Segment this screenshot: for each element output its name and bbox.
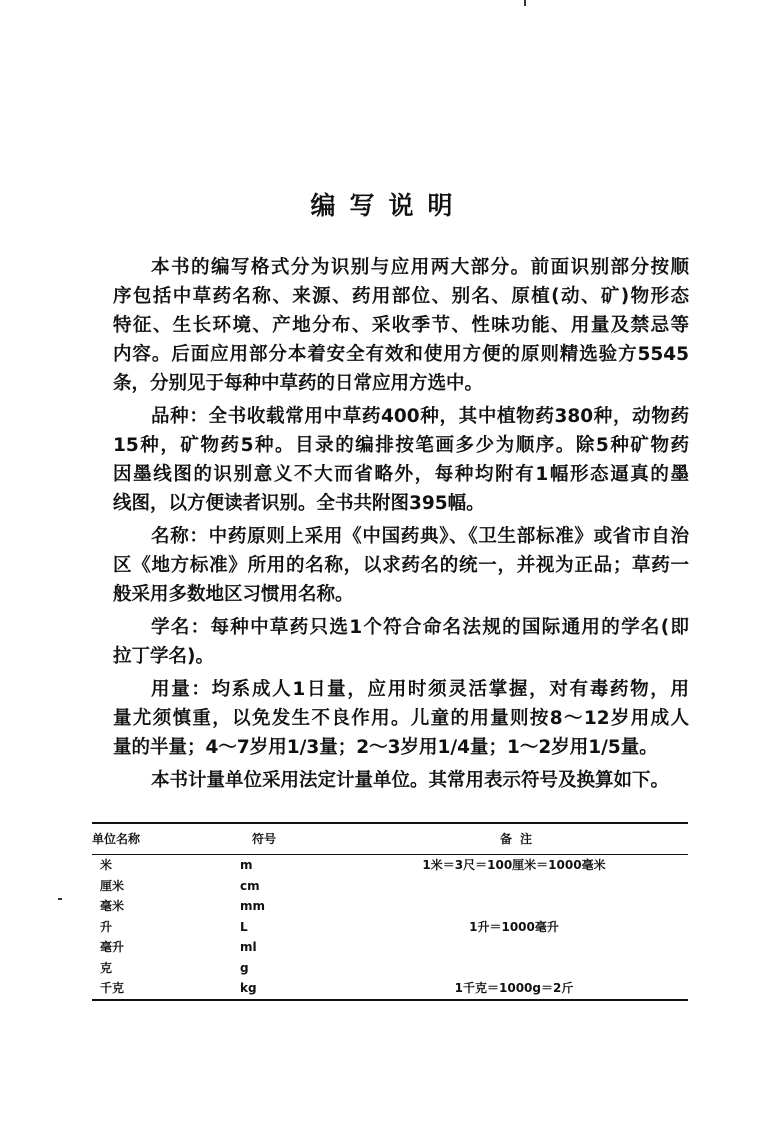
- table-row: [92, 876, 688, 897]
- header-symbol: 符号: [252, 832, 277, 846]
- paragraph: [113, 613, 689, 671]
- table-row: [92, 937, 688, 958]
- text-line: 区《地方标准》所用的名称，以求药名的统一，并视为正品；草药一: [113, 555, 689, 576]
- paragraph: [113, 402, 689, 518]
- text-line: 名称：中药原则上采用《中国药典》、《卫生部标准》或省市自治: [151, 526, 689, 547]
- notes-cell: [340, 876, 688, 897]
- text-line: 量的半量；4～7岁用1/3量；2～3岁用1/4量；1～2岁用1/5量。: [113, 737, 658, 758]
- unit-name-cell: 毫升: [100, 940, 125, 954]
- symbol-cell: cm: [240, 878, 260, 893]
- paragraph: [113, 253, 689, 398]
- symbol-cell: L: [240, 919, 248, 934]
- table-row: [92, 896, 688, 917]
- notes-cell: 1米＝3尺＝100厘米＝1000毫米: [422, 858, 606, 872]
- paragraph: [113, 766, 689, 795]
- notes-cell: [340, 958, 688, 979]
- notes-cell: [340, 937, 688, 958]
- text-line: 特征、生长环境、产地分布、采收季节、性味功能、用量及禁忌等: [113, 315, 689, 336]
- header-unit-name: 单位名称: [92, 832, 141, 846]
- table-row: [92, 978, 688, 999]
- table-header-row: [92, 824, 688, 854]
- notes-cell: [340, 896, 688, 917]
- text-line: 内容。后面应用部分本着安全有效和使用方便的原则精选验方5545: [113, 344, 689, 365]
- unit-name-cell: 升: [100, 919, 113, 934]
- page-title: 编写说明: [310, 191, 467, 220]
- scan-mark: [58, 898, 62, 900]
- table-row: [92, 855, 688, 876]
- paragraph: [113, 675, 689, 762]
- paragraph: [113, 522, 689, 609]
- text-line: 学名：每种中草药只选1个符合命名法规的国际通用的学名(即: [151, 617, 689, 638]
- text-line: 用量：均系成人1日量，应用时须灵活掌握，对有毒药物，用: [151, 679, 689, 700]
- unit-name-cell: 厘米: [100, 878, 125, 893]
- text-line: 品种：全书收载常用中草药400种，其中植物药380种，动物药: [151, 406, 689, 427]
- text-line: 拉丁学名)。: [113, 646, 214, 667]
- text-line: 本书计量单位采用法定计量单位。其常用表示符号及换算如下。: [151, 770, 670, 791]
- text-line: 因墨线图的识别意义不大而省略外，每种均附有1幅形态逼真的墨: [113, 464, 689, 485]
- symbol-cell: mm: [240, 899, 266, 913]
- text-line: 序包括中草药名称、来源、药用部位、别名、原植(动、矿)物形态: [113, 286, 689, 307]
- symbol-cell: ml: [240, 940, 257, 954]
- text-line: 量尤须慎重，以免发生不良作用。儿童的用量则按8～12岁用成人: [113, 708, 689, 729]
- scan-mark: [524, 0, 526, 6]
- notes-cell: 1千克＝1000g＝2斤: [454, 981, 574, 995]
- text-line: 线图，以方便读者识别。全书共附图395幅。: [113, 493, 485, 514]
- body-text: [113, 253, 689, 799]
- unit-name-cell: 米: [100, 858, 113, 872]
- notes-cell: 1升＝1000毫升: [469, 919, 559, 934]
- text-line: 15种，矿物药5种。目录的编排按笔画多少为顺序。除5种矿物药: [113, 435, 689, 456]
- symbol-cell: kg: [240, 981, 257, 995]
- symbol-cell: m: [240, 858, 253, 872]
- unit-name-cell: 千克: [100, 981, 125, 995]
- table-row: [92, 917, 688, 938]
- unit-name-cell: 克: [100, 960, 113, 975]
- header-notes: 备注: [499, 832, 540, 846]
- text-line: 本书的编写格式分为识别与应用两大部分。前面识别部分按顺: [151, 257, 689, 278]
- text-line: 条，分别见于每种中草药的日常应用方选中。: [113, 373, 484, 394]
- text-line: 般采用多数地区习惯用名称。: [113, 584, 354, 605]
- units-table: [92, 822, 688, 1001]
- table-bottom-rule: [92, 999, 688, 1001]
- unit-name-cell: 毫米: [100, 899, 125, 913]
- table-row: [92, 958, 688, 979]
- symbol-cell: g: [240, 960, 249, 975]
